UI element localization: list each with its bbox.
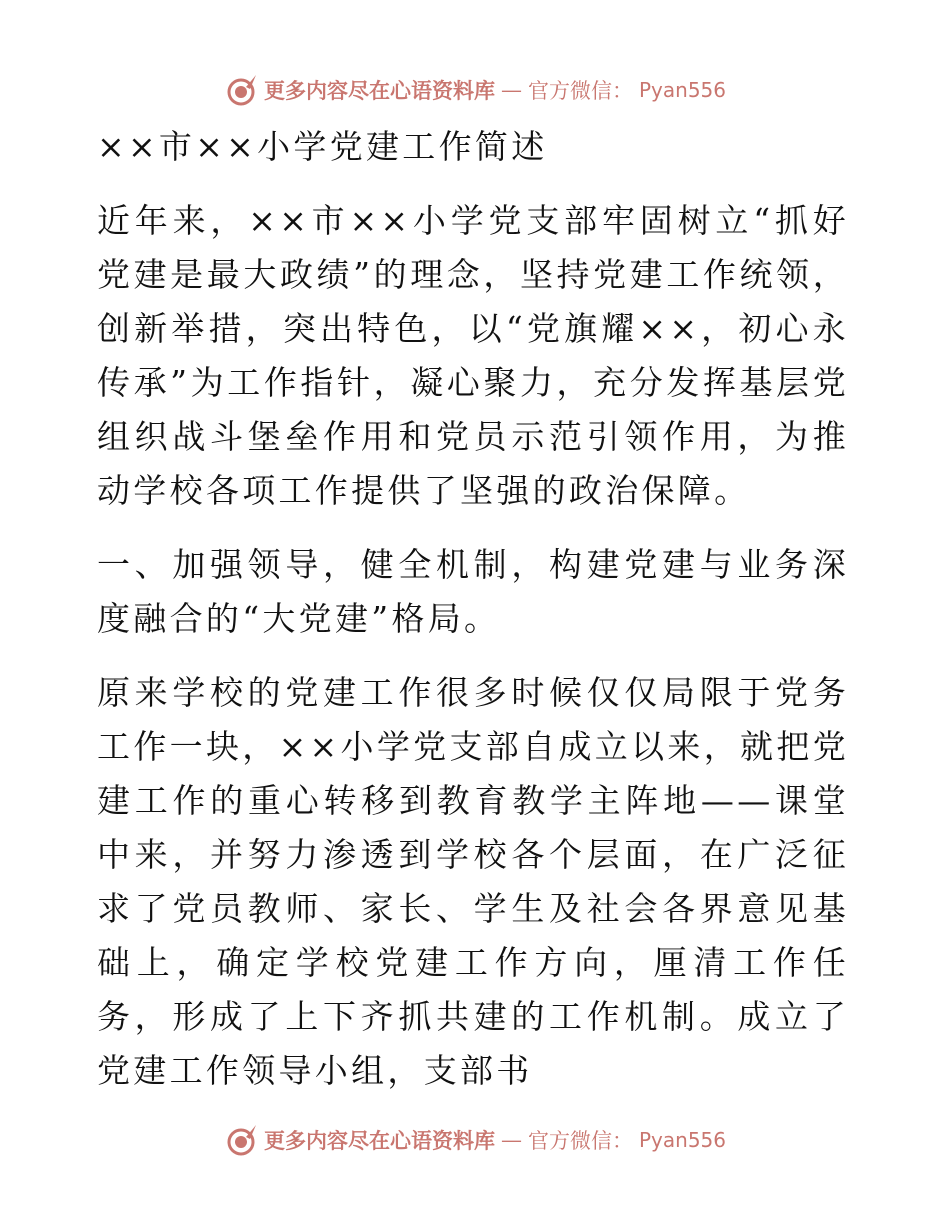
watermark-brand-text: 更多内容尽在心语资料库 [263,1128,495,1153]
watermark-wechat-id: Pyan556 [638,78,726,102]
section-heading-1: 一、加强领导，健全机制，构建党建与业务深度融合的“大党建”格局。 [97,545,849,638]
watermark-separator: — [500,78,522,102]
footer-watermark-banner [0,1120,950,1160]
watermark-wechat-label: 官方微信： [527,1129,633,1153]
watermark-brand-text: 更多内容尽在心语资料库 [263,78,495,103]
paragraph-section-1: 原来学校的党建工作很多时候仅仅局限于党务工作一块，××小学党支部自成立以来，就把党建工作的重心转移到教育教学主阵地——课堂中来，并努力渗透到学校各个层面，在广泛征求了党员教师、家长、学生及社会各界意见基础上，确定学校党建工作方向，厘清工作任务，形成了上下齐抓共建的工作机制。成立了党建工作领导小组，支部书 [97,673,849,1090]
watermark-separator: — [500,1128,522,1152]
paragraph-intro: 近年来，××市××小学党支部牢固树立“抓好党建是最大政绩”的理念，坚持党建工作统领，创新举措，突出特色，以“党旗耀××，初心永传承”为工作指针，凝心聚力，充分发挥基层党组织战斗堡垒作用和党员示范引领作用，为推动学校各项工作提供了坚强的政治保障。 [97,201,849,510]
document-title: ××市××小学党建工作简述 [97,127,548,166]
document-body [97,120,849,1118]
header-watermark-banner [0,70,950,110]
quill-pen-logo-icon [224,73,258,107]
quill-pen-logo-icon [224,1123,258,1157]
watermark-wechat-label: 官方微信： [527,79,633,103]
watermark-wechat-id: Pyan556 [638,1128,726,1152]
